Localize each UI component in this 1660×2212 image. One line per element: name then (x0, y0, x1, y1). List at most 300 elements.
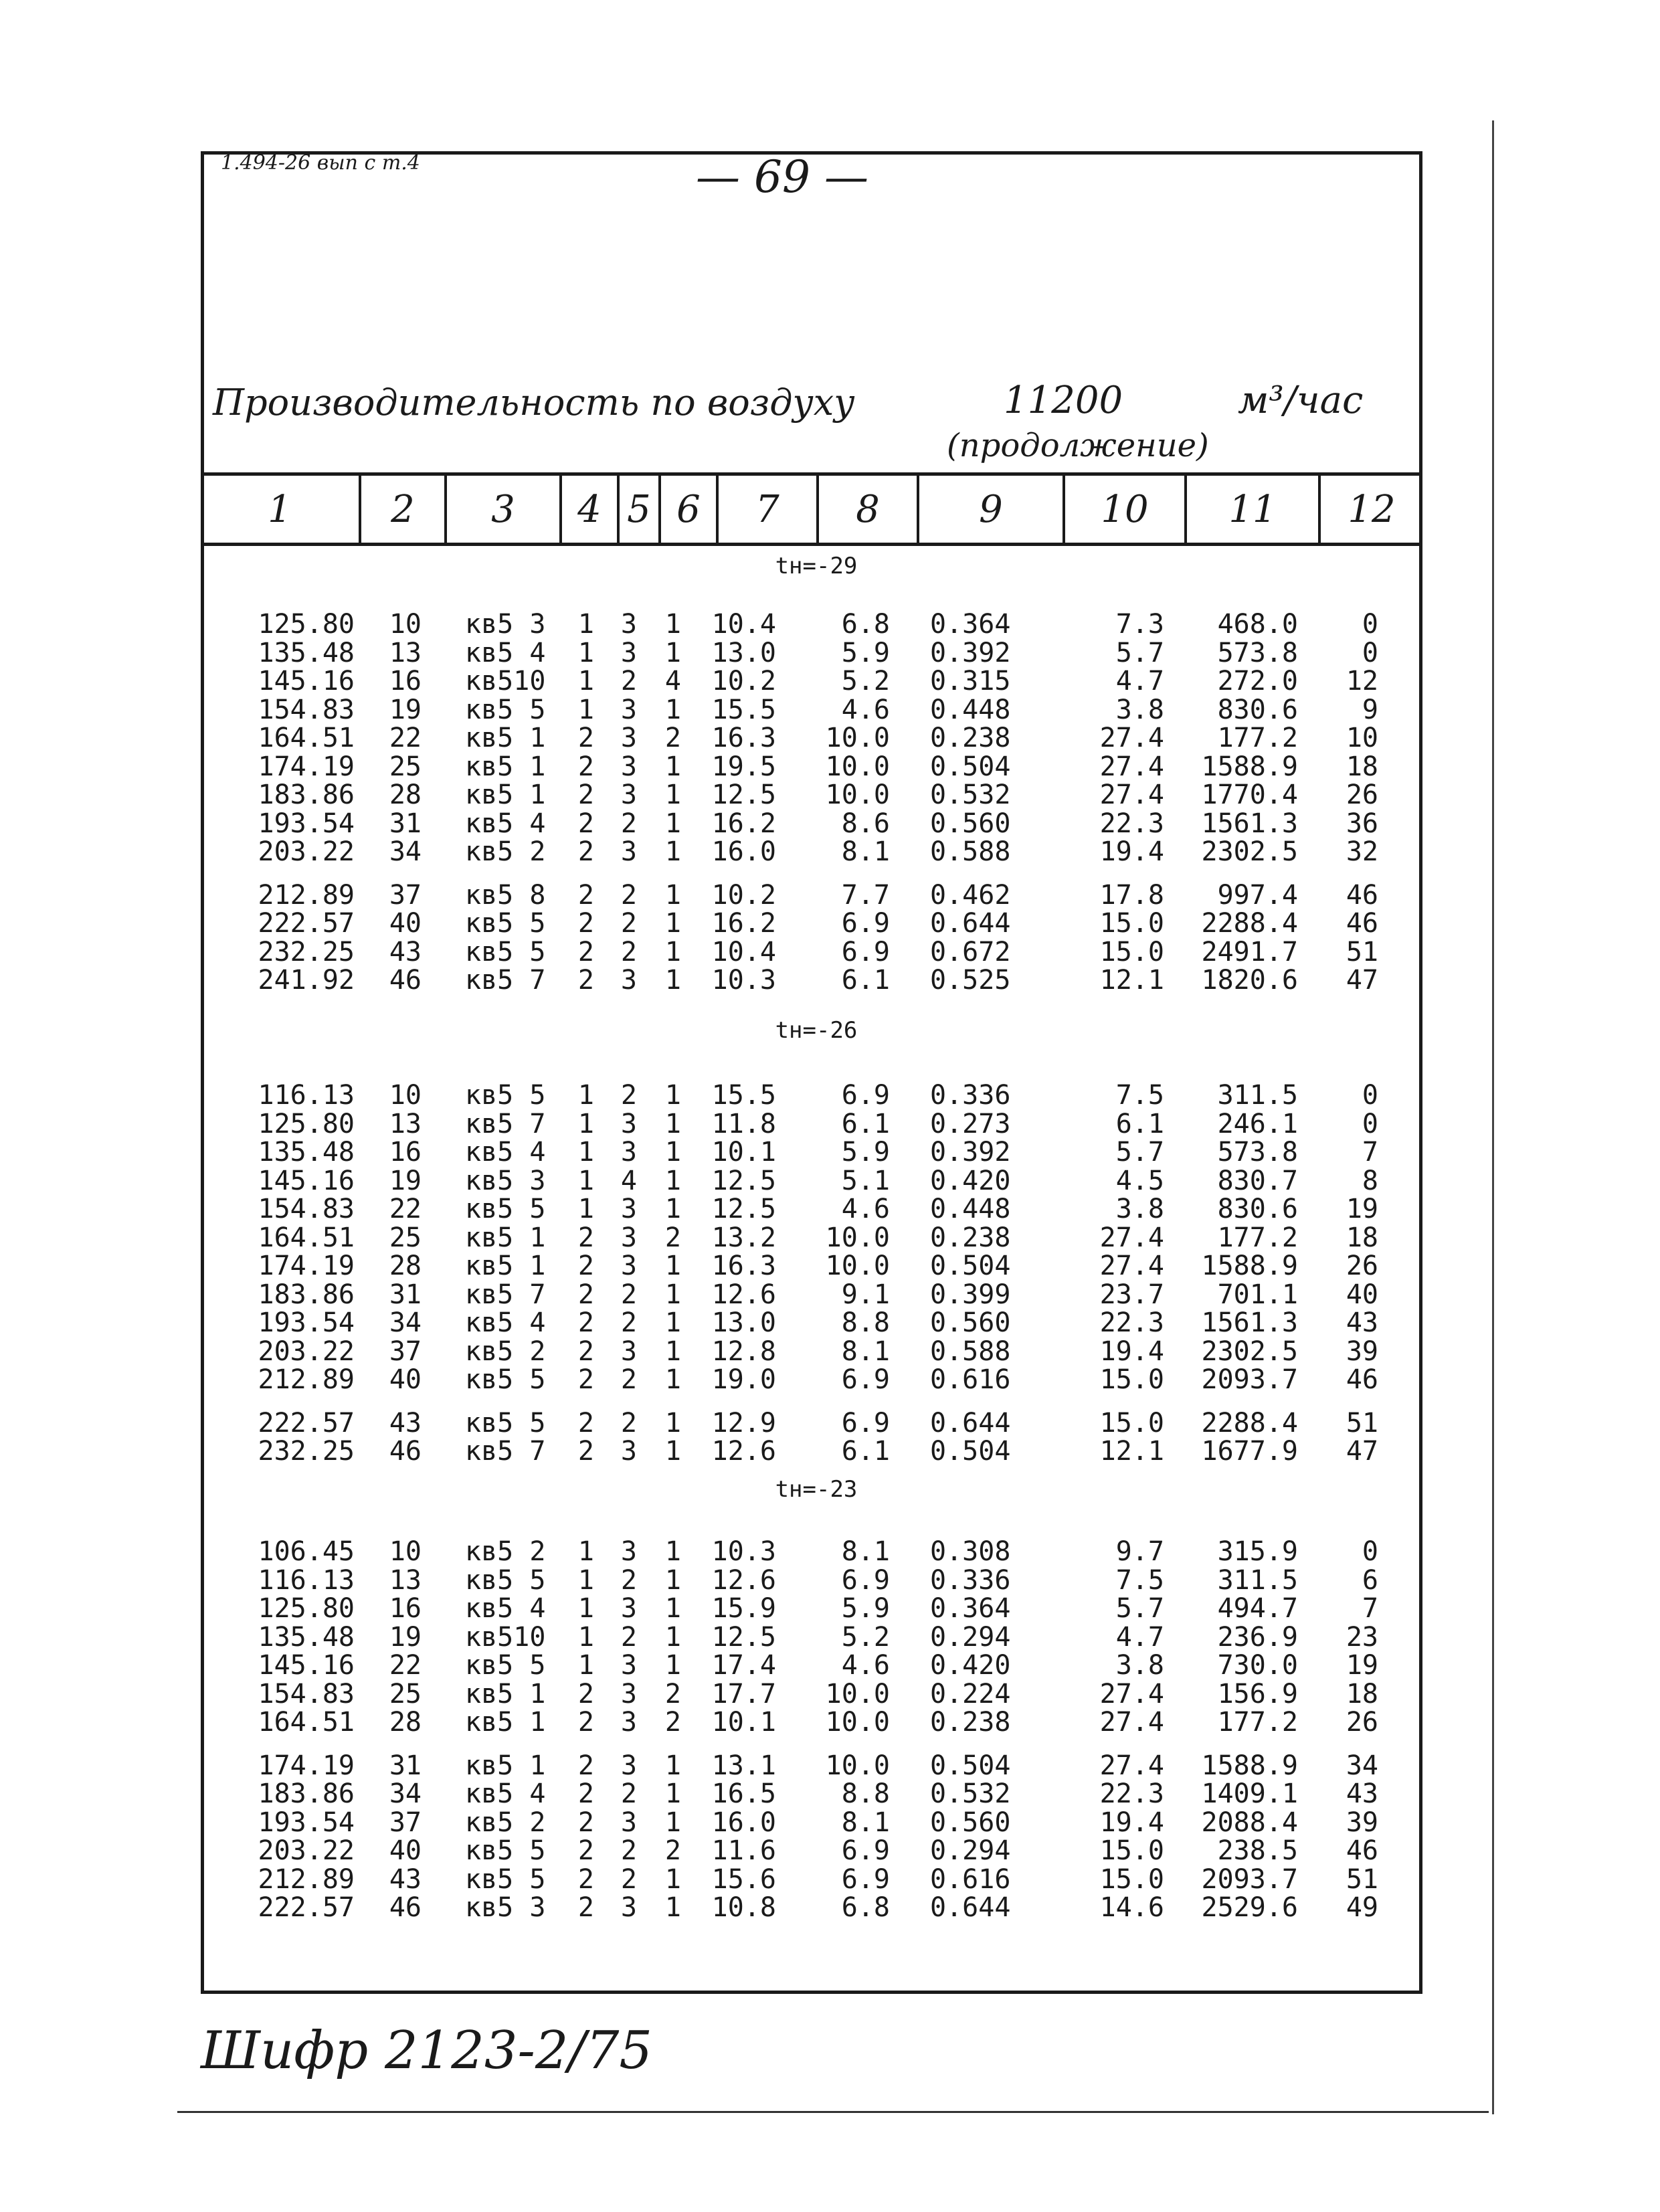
cell-col-8: 6.8 (841, 609, 890, 640)
cell-col-11: 2288.4 (1201, 908, 1298, 939)
table-row (201, 695, 1422, 723)
col-header-2: 2 (359, 476, 444, 543)
cell-col-10: 3.8 (1115, 694, 1164, 725)
cell-col-11: 311.5 (1217, 1564, 1298, 1596)
cell-col-11: 177.2 (1217, 723, 1298, 753)
cell-col-2: 13 (389, 637, 422, 668)
cell-col-6: 2 (664, 1835, 681, 1866)
cell-col-1: 232.25 (258, 1436, 355, 1467)
cell-col-4: 1 (577, 1593, 594, 1624)
cell-col-6: 1 (664, 808, 681, 839)
cell-col-10: 19.4 (1099, 1807, 1164, 1838)
cell-col-8: 4.6 (841, 694, 890, 725)
cell-col-4: 2 (577, 879, 594, 911)
cell-col-3: кв5 5 (465, 1194, 546, 1224)
cell-col-6: 1 (664, 1137, 681, 1168)
cell-col-8: 6.9 (841, 936, 890, 967)
cell-col-2: 13 (389, 1564, 422, 1596)
cell-col-3: кв510 (465, 666, 546, 697)
cell-col-12: 39 (1346, 1807, 1378, 1838)
cell-col-10: 19.4 (1099, 1335, 1164, 1367)
cell-col-1: 222.57 (258, 1407, 355, 1439)
cell-col-2: 28 (389, 1707, 422, 1738)
table-row (201, 808, 1422, 839)
cell-col-5: 3 (620, 779, 637, 810)
cell-col-2: 37 (389, 1807, 422, 1838)
table-row (201, 1863, 1422, 1895)
cell-col-8: 6.9 (841, 1564, 890, 1596)
cell-col-11: 246.1 (1217, 1108, 1298, 1139)
cell-col-5: 3 (620, 1222, 637, 1253)
cell-col-8: 6.9 (841, 1080, 890, 1111)
cell-col-4: 2 (577, 1251, 594, 1281)
cell-col-9: 0.294 (930, 1835, 1011, 1866)
cell-col-3: кв5 1 (465, 751, 546, 782)
cell-col-3: кв5 5 (465, 908, 546, 939)
cell-col-12: 6 (1362, 1564, 1378, 1596)
cell-col-9: 0.273 (930, 1108, 1011, 1139)
cell-col-5: 2 (620, 1407, 637, 1439)
cell-col-1: 232.25 (258, 936, 355, 967)
cell-col-11: 573.8 (1217, 1137, 1298, 1168)
cell-col-5: 3 (620, 609, 637, 640)
cell-col-8: 10.0 (825, 1251, 890, 1281)
cell-col-1: 125.80 (258, 1108, 355, 1139)
title-continuation: (продолжение) (947, 427, 1209, 464)
cell-col-9: 0.399 (930, 1279, 1011, 1310)
col-header-9: 9 (917, 476, 1063, 543)
cell-col-7: 13.0 (711, 1307, 776, 1338)
cell-col-2: 31 (389, 1279, 422, 1310)
cell-col-3: кв5 5 (465, 936, 546, 967)
title-unit: м³/час (1238, 379, 1364, 422)
cell-col-9: 0.504 (930, 1436, 1011, 1467)
cell-col-9: 0.560 (930, 1307, 1011, 1338)
cell-col-5: 2 (620, 666, 637, 697)
cell-col-5: 3 (620, 1650, 637, 1681)
cell-col-5: 3 (620, 1750, 637, 1781)
cell-col-7: 10.2 (711, 666, 776, 697)
cell-col-6: 1 (664, 965, 681, 996)
cell-col-4: 2 (577, 1407, 594, 1439)
cell-col-12: 26 (1346, 1707, 1378, 1738)
cell-col-4: 2 (577, 1750, 594, 1781)
table-row (201, 779, 1422, 808)
cell-col-1: 135.48 (258, 1137, 355, 1168)
cell-col-11: 468.0 (1217, 609, 1298, 640)
cell-col-12: 9 (1362, 694, 1378, 725)
cell-col-10: 3.8 (1115, 1194, 1164, 1224)
cell-col-10: 12.1 (1099, 965, 1164, 996)
table-row (201, 609, 1422, 640)
cell-col-2: 28 (389, 779, 422, 810)
cell-col-6: 1 (664, 879, 681, 911)
cell-col-7: 19.0 (711, 1364, 776, 1395)
cell-col-5: 3 (620, 1593, 637, 1624)
cell-col-3: кв5 8 (465, 879, 546, 911)
cell-col-4: 2 (577, 1436, 594, 1467)
cell-col-10: 5.7 (1115, 1137, 1164, 1168)
cell-col-12: 32 (1346, 836, 1378, 867)
cell-col-10: 5.7 (1115, 637, 1164, 668)
cell-col-9: 0.420 (930, 1165, 1011, 1196)
cell-col-8: 8.1 (841, 1335, 890, 1367)
cell-col-10: 27.4 (1099, 751, 1164, 782)
table-row (201, 638, 1422, 666)
cell-col-7: 16.2 (711, 908, 776, 939)
cell-col-8: 5.2 (841, 1621, 890, 1653)
cell-col-11: 997.4 (1217, 879, 1298, 911)
cell-col-4: 2 (577, 1307, 594, 1338)
page-edge-line (1492, 120, 1494, 2114)
col-header-11: 11 (1184, 476, 1318, 543)
cell-col-10: 4.7 (1115, 1621, 1164, 1653)
cell-col-8: 6.1 (841, 1108, 890, 1139)
cell-col-1: 135.48 (258, 637, 355, 668)
cell-col-4: 1 (577, 1536, 594, 1567)
cell-col-2: 22 (389, 1194, 422, 1224)
cell-col-1: 203.22 (258, 836, 355, 867)
cell-col-7: 12.5 (711, 1621, 776, 1653)
cell-col-9: 0.560 (930, 1807, 1011, 1838)
cell-col-4: 2 (577, 908, 594, 939)
cell-col-4: 1 (577, 1108, 594, 1139)
table-row (201, 1835, 1422, 1866)
cell-col-6: 1 (664, 1194, 681, 1224)
cell-col-7: 12.5 (711, 1165, 776, 1196)
section-label: tн=-26 (775, 1017, 858, 1044)
cell-col-9: 0.308 (930, 1536, 1011, 1567)
cell-col-9: 0.238 (930, 1222, 1011, 1253)
section-label: tн=-29 (775, 553, 858, 579)
cell-col-6: 2 (664, 1678, 681, 1710)
cell-col-2: 19 (389, 694, 422, 725)
cell-col-3: кв5 4 (465, 1137, 546, 1168)
cell-col-10: 27.4 (1099, 1678, 1164, 1710)
cell-col-2: 31 (389, 1750, 422, 1781)
cell-col-12: 0 (1362, 1536, 1378, 1567)
cell-col-6: 1 (664, 1364, 681, 1395)
cell-col-2: 43 (389, 1863, 422, 1895)
cell-col-2: 25 (389, 751, 422, 782)
cell-col-2: 16 (389, 1593, 422, 1624)
cell-col-9: 0.588 (930, 836, 1011, 867)
cell-col-9: 0.532 (930, 779, 1011, 810)
cell-col-11: 311.5 (1217, 1080, 1298, 1111)
cell-col-12: 26 (1346, 1251, 1378, 1281)
cell-col-3: кв5 3 (465, 1892, 546, 1923)
cell-col-7: 12.5 (711, 1194, 776, 1224)
cell-col-11: 238.5 (1217, 1835, 1298, 1866)
cell-col-10: 7.5 (1115, 1080, 1164, 1111)
cell-col-12: 49 (1346, 1892, 1378, 1923)
cell-col-5: 2 (620, 808, 637, 839)
cell-col-10: 15.0 (1099, 1364, 1164, 1395)
cell-col-12: 43 (1346, 1778, 1378, 1809)
cell-col-3: кв5 1 (465, 723, 546, 753)
cell-col-9: 0.644 (930, 1892, 1011, 1923)
cell-col-2: 19 (389, 1165, 422, 1196)
cell-col-6: 2 (664, 723, 681, 753)
cell-col-10: 22.3 (1099, 1307, 1164, 1338)
cell-col-6: 1 (664, 1807, 681, 1838)
cell-col-11: 701.1 (1217, 1279, 1298, 1310)
cell-col-10: 17.8 (1099, 879, 1164, 911)
cell-col-9: 0.238 (930, 723, 1011, 753)
cell-col-7: 13.2 (711, 1222, 776, 1253)
cell-col-5: 3 (620, 694, 637, 725)
cell-col-4: 2 (577, 965, 594, 996)
table-row (201, 1778, 1422, 1807)
cell-col-12: 12 (1346, 666, 1378, 697)
cell-col-10: 27.4 (1099, 1750, 1164, 1781)
table-row (201, 965, 1422, 996)
table-row (201, 937, 1422, 965)
cell-col-7: 19.5 (711, 751, 776, 782)
cell-col-8: 6.1 (841, 1436, 890, 1467)
cell-col-6: 1 (664, 1108, 681, 1139)
cell-col-12: 36 (1346, 808, 1378, 839)
cell-col-12: 51 (1346, 936, 1378, 967)
cell-col-6: 1 (664, 1778, 681, 1809)
cell-col-5: 2 (620, 1364, 637, 1395)
cell-col-8: 10.0 (825, 1750, 890, 1781)
cell-col-4: 2 (577, 1335, 594, 1367)
cell-col-1: 174.19 (258, 1750, 355, 1781)
cell-col-4: 2 (577, 1892, 594, 1923)
cell-col-6: 1 (664, 751, 681, 782)
cell-col-9: 0.644 (930, 1407, 1011, 1439)
cell-col-1: 212.89 (258, 1863, 355, 1895)
cell-col-7: 15.6 (711, 1863, 776, 1895)
cell-col-9: 0.504 (930, 751, 1011, 782)
cell-col-8: 5.1 (841, 1165, 890, 1196)
cell-col-1: 154.83 (258, 1194, 355, 1224)
cell-col-6: 1 (664, 908, 681, 939)
cell-col-7: 12.6 (711, 1564, 776, 1596)
table-row (201, 879, 1422, 911)
cell-col-2: 28 (389, 1251, 422, 1281)
cell-col-5: 3 (620, 1436, 637, 1467)
table-row (201, 1407, 1422, 1439)
cell-col-4: 2 (577, 1364, 594, 1395)
cell-col-12: 46 (1346, 1364, 1378, 1395)
cell-col-3: кв5 5 (465, 1080, 546, 1111)
cell-col-10: 4.5 (1115, 1165, 1164, 1196)
cell-col-4: 2 (577, 1835, 594, 1866)
cell-col-2: 46 (389, 965, 422, 996)
cell-col-8: 8.1 (841, 1807, 890, 1838)
cell-col-4: 1 (577, 1137, 594, 1168)
cell-col-8: 6.9 (841, 1364, 890, 1395)
col-header-4: 4 (559, 476, 617, 543)
cell-col-4: 1 (577, 1194, 594, 1224)
cell-col-3: кв5 1 (465, 1222, 546, 1253)
cell-col-9: 0.315 (930, 666, 1011, 697)
cell-col-5: 3 (620, 1707, 637, 1738)
cell-col-5: 3 (620, 965, 637, 996)
cell-col-6: 1 (664, 1564, 681, 1596)
cell-col-4: 1 (577, 1621, 594, 1653)
cell-col-4: 2 (577, 1778, 594, 1809)
cell-col-12: 0 (1362, 637, 1378, 668)
table-row (201, 723, 1422, 751)
table-row (201, 1279, 1422, 1310)
cell-col-8: 5.9 (841, 1137, 890, 1168)
cell-col-2: 46 (389, 1436, 422, 1467)
cell-col-5: 3 (620, 1807, 637, 1838)
cell-col-7: 11.6 (711, 1835, 776, 1866)
table-row (201, 1194, 1422, 1222)
cell-col-7: 17.7 (711, 1678, 776, 1710)
cell-col-9: 0.525 (930, 965, 1011, 996)
cell-col-4: 2 (577, 1863, 594, 1895)
cell-col-12: 47 (1346, 965, 1378, 996)
cell-col-9: 0.462 (930, 879, 1011, 911)
cell-col-11: 830.6 (1217, 694, 1298, 725)
cell-col-1: 164.51 (258, 1707, 355, 1738)
cell-col-3: кв5 2 (465, 1536, 546, 1567)
cell-col-12: 46 (1346, 908, 1378, 939)
cell-col-10: 4.7 (1115, 666, 1164, 697)
cell-col-11: 1561.3 (1201, 1307, 1298, 1338)
table-row (201, 1621, 1422, 1653)
cell-col-10: 7.5 (1115, 1564, 1164, 1596)
cell-col-1: 193.54 (258, 1307, 355, 1338)
cell-col-7: 16.3 (711, 1251, 776, 1281)
col-header-10: 10 (1063, 476, 1184, 543)
cell-col-12: 0 (1362, 1080, 1378, 1111)
cell-col-12: 34 (1346, 1750, 1378, 1781)
cell-col-10: 9.7 (1115, 1536, 1164, 1567)
cell-col-3: кв5 3 (465, 1165, 546, 1196)
cell-col-4: 2 (577, 1807, 594, 1838)
cell-col-1: 145.16 (258, 1165, 355, 1196)
cell-col-7: 12.6 (711, 1279, 776, 1310)
cell-col-12: 10 (1346, 723, 1378, 753)
cell-col-10: 15.0 (1099, 908, 1164, 939)
cell-col-8: 8.8 (841, 1307, 890, 1338)
col-header-1: 1 (268, 487, 292, 531)
table-row (201, 1807, 1422, 1838)
cell-col-9: 0.364 (930, 609, 1011, 640)
cell-col-11: 1409.1 (1201, 1778, 1298, 1809)
cell-col-11: 2491.7 (1201, 936, 1298, 967)
cell-col-6: 1 (664, 1650, 681, 1681)
cell-col-7: 13.0 (711, 637, 776, 668)
cell-col-8: 6.9 (841, 1407, 890, 1439)
cell-col-3: кв5 5 (465, 694, 546, 725)
cell-col-3: кв5 1 (465, 1251, 546, 1281)
table-row (201, 1109, 1422, 1137)
cell-col-11: 1588.9 (1201, 751, 1298, 782)
cell-col-9: 0.364 (930, 1593, 1011, 1624)
cell-col-12: 7 (1362, 1137, 1378, 1168)
cell-col-2: 16 (389, 666, 422, 697)
cell-col-4: 1 (577, 609, 594, 640)
cell-col-6: 1 (664, 936, 681, 967)
cell-col-10: 27.4 (1099, 1251, 1164, 1281)
cell-col-8: 6.9 (841, 908, 890, 939)
cell-col-2: 16 (389, 1137, 422, 1168)
cell-col-7: 15.5 (711, 1080, 776, 1111)
table-row (201, 1166, 1422, 1194)
cell-col-2: 25 (389, 1222, 422, 1253)
cell-col-11: 573.8 (1217, 637, 1298, 668)
cell-col-7: 12.5 (711, 779, 776, 810)
cell-col-2: 10 (389, 1080, 422, 1111)
cell-col-8: 8.1 (841, 836, 890, 867)
cell-col-3: кв5 2 (465, 836, 546, 867)
cell-col-11: 1588.9 (1201, 1750, 1298, 1781)
cell-col-9: 0.420 (930, 1650, 1011, 1681)
cell-col-1: 183.86 (258, 1279, 355, 1310)
cell-col-9: 0.588 (930, 1335, 1011, 1367)
table-row (201, 1137, 1422, 1168)
table-row (201, 1678, 1422, 1710)
cell-col-6: 1 (664, 1892, 681, 1923)
cell-col-7: 10.8 (711, 1892, 776, 1923)
cell-col-3: кв5 2 (465, 1335, 546, 1367)
cell-col-1: 125.80 (258, 609, 355, 640)
cell-col-4: 2 (577, 779, 594, 810)
cell-col-9: 0.504 (930, 1251, 1011, 1281)
cell-col-6: 1 (664, 637, 681, 668)
col-header-12: 12 (1318, 476, 1422, 543)
cell-col-1: 154.83 (258, 1678, 355, 1710)
cell-col-12: 43 (1346, 1307, 1378, 1338)
cell-col-11: 177.2 (1217, 1707, 1298, 1738)
cell-col-12: 0 (1362, 1108, 1378, 1139)
cell-col-12: 51 (1346, 1407, 1378, 1439)
cell-col-11: 1677.9 (1201, 1436, 1298, 1467)
cell-col-1: 212.89 (258, 879, 355, 911)
cell-col-2: 43 (389, 1407, 422, 1439)
cell-col-12: 18 (1346, 1678, 1378, 1710)
cell-col-4: 1 (577, 637, 594, 668)
cell-col-12: 8 (1362, 1165, 1378, 1196)
table-row (201, 1251, 1422, 1279)
cell-col-3: кв5 5 (465, 1364, 546, 1395)
table-row (201, 1222, 1422, 1251)
cell-col-7: 12.6 (711, 1436, 776, 1467)
table-row (201, 1650, 1422, 1681)
col-header-8: 8 (816, 476, 917, 543)
cell-col-12: 18 (1346, 1222, 1378, 1253)
col-header-3: 3 (444, 476, 559, 543)
cell-col-1: 154.83 (258, 694, 355, 725)
cell-col-8: 10.0 (825, 1678, 890, 1710)
cell-col-7: 10.1 (711, 1707, 776, 1738)
cell-col-12: 23 (1346, 1621, 1378, 1653)
cell-col-6: 1 (664, 1863, 681, 1895)
cell-col-10: 27.4 (1099, 779, 1164, 810)
cell-col-5: 3 (620, 1335, 637, 1367)
cell-col-3: кв5 7 (465, 1436, 546, 1467)
cell-col-6: 2 (664, 1222, 681, 1253)
cell-col-1: 145.16 (258, 1650, 355, 1681)
cell-col-1: 183.86 (258, 779, 355, 810)
cell-col-8: 6.9 (841, 1863, 890, 1895)
cell-col-7: 10.3 (711, 965, 776, 996)
table-row (201, 1892, 1422, 1923)
cell-col-7: 15.9 (711, 1593, 776, 1624)
bottom-rule (177, 2111, 1489, 2113)
cell-col-10: 23.7 (1099, 1279, 1164, 1310)
cell-col-6: 1 (664, 1593, 681, 1624)
cell-col-9: 0.448 (930, 1194, 1011, 1224)
cell-col-11: 177.2 (1217, 1222, 1298, 1253)
